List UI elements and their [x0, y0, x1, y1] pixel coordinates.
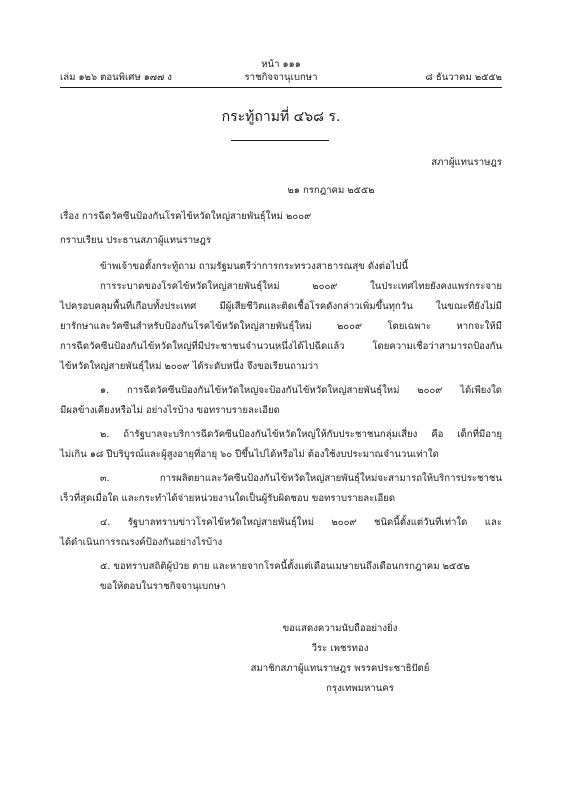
signer-position: สมาชิกสภาผู้แทนราษฎร พรรคประชาธิปัตย์: [250, 663, 430, 674]
letter-date: ๒๑ กรกฎาคม ๒๕๕๒: [287, 185, 375, 196]
body-line: ยารักษาและวัคซีนสำหรับป้องกันโรคไข้หวัดใหญ่สายพันธุ์ใหม่ ๒๐๐๙ โดยเฉพาะ หากจะให้มี: [60, 321, 502, 332]
salutation: กราบเรียน ประธานสภาผู้แทนราษฎร: [60, 235, 212, 246]
signature-closing: ขอแสดงความนับถืออย่างยิ่ง: [282, 623, 398, 634]
document-title: กระทู้ถามที่ ๔๖๘ ร.: [221, 109, 341, 125]
body-line: การฉีดวัคซีนป้องกันไข้หวัดใหญ่ที่มีประชาชนจำนวนหนึ่งได้ไปฉีดแล้ว โดยความเชื่อว่าสามารถป้องกัน: [60, 341, 502, 352]
question-2-line: ๒. ถ้ารัฐบาลจะบริการฉีดวัคซีนป้องกันไข้หวัดใหญ่ให้กับประชาชนกลุ่มเสี่ยง คือ เด็กที่มีอายุ: [100, 429, 502, 440]
question-1-line: ๑. การฉีดวัคซีนป้องกันไข้หวัดใหญ่จะป้องกันไข้หวัดใหญ่สายพันธุ์ใหม่ ๒๐๐๙ ได้เพียงใด: [100, 385, 502, 396]
subject-line: เรื่อง การฉีดวัคซีนป้องกันโรคไข้หวัดใหญ่สายพันธุ์ใหม่ ๒๐๐๙: [60, 211, 312, 222]
body-line: ไปครอบคลุมพื้นที่เกือบทั้งประเทศ มีผู้เสียชีวิตและติดเชื้อโรคดังกล่าวเพิ่มขึ้นทุกวัน ในขณะที่ยังไม่มี: [60, 301, 502, 312]
header-rule: [60, 87, 502, 88]
gazette-date: ๘ ธันวาคม ๒๕๕๒: [425, 72, 502, 83]
question-5-line: ๕. ขอทราบสถิติผู้ป่วย ตาย และหายจากโรคนี้ตั้งแต่เดือนเมษายนถึงเดือนกรกฎาคม ๒๕๕๒: [100, 561, 470, 572]
gazette-name: ราชกิจจานุเบกษา: [244, 72, 318, 83]
title-underline: [231, 140, 329, 141]
question-1-line: มีผลข้างเคียงหรือไม่ อย่างไรบ้าง ขอทราบรายละเอียด: [60, 405, 280, 416]
question-4-line: ได้ดำเนินการรณรงค์ป้องกันอย่างไรบ้าง: [60, 537, 223, 548]
sender: สภาผู้แทนราษฎร: [431, 157, 502, 168]
signer-province: กรุงเทพมหานคร: [326, 683, 394, 694]
signer-name: วีระ เพชรทอง: [311, 643, 369, 654]
intro-paragraph: ข้าพเจ้าขอตั้งกระทู้ถาม ถามรัฐมนตรีว่าการกระทรวงสาธารณสุข ดังต่อไปนี้: [100, 261, 409, 272]
body-line: ไข้หวัดใหญ่สายพันธุ์ใหม่ ๒๐๐๙ ได้ระดับหนึ่ง จึงขอเรียนถามว่า: [60, 361, 319, 372]
body-line: การระบาดของโรคไข้หวัดใหญ่สายพันธุ์ใหม่ ๒๐๐๙ ในประเทศไทยยังคงแพร่กระจาย: [100, 281, 502, 292]
page-number: หน้า ๑๑๑: [261, 59, 301, 70]
closing-request: ขอให้ตอบในราชกิจจานุเบกษา: [100, 581, 226, 592]
question-4-line: ๔. รัฐบาลทราบข่าวโรคไข้หวัดใหญ่สายพันธุ์ใหม่ ๒๐๐๙ ชนิดนี้ตั้งแต่วันที่เท่าใด และ: [100, 517, 502, 528]
question-3-line: เร็วที่สุดเมื่อใด และกระทำได้จ่ายหน่วยงานใดเป็นผู้รับผิดชอบ ขอทราบรายละเอียด: [60, 493, 396, 504]
question-2-line: ไม่เกิน ๑๘ ปีบริบูรณ์และผู้สูงอายุที่อายุ ๖๐ ปีขึ้นไปได้หรือไม่ ต้องใช้งบประมาณจำนวนเท่าใด: [60, 449, 439, 460]
question-3-line: ๓. การผลิตยาและวัคซีนป้องกันไข้หวัดใหญ่สายพันธุ์ใหม่จะสามารถให้บริการประชาชน: [100, 473, 502, 484]
volume-issue: เล่ม ๑๒๖ ตอนพิเศษ ๑๗๗ ง: [60, 72, 172, 83]
